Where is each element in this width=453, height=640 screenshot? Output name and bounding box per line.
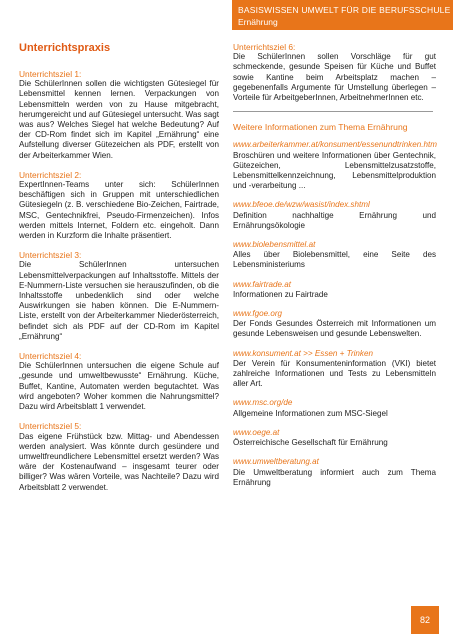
- right-column: [233, 42, 436, 497]
- section-divider: [233, 111, 433, 112]
- goal-6-text: Die SchülerInnen sollen Vorschläge für gut schmeckende, gesunde Speisen für Küche und Buffet sowie Kantine beim Arbeitsplatz machen – gegebenenfalls Argumente für Umstellung überlegen – Vorteile für ArbeitgeberInnen, ArbeitnehmerInnen etc.: [233, 52, 436, 103]
- link-arbeiterkammer[interactable]: www.arbeiterkammer.at/konsument/essenundtrinken.htm: [233, 140, 437, 150]
- link-fairtrade-desc: Informationen zu Fairtrade: [233, 289, 328, 299]
- page-title: Unterrichtspraxis: [19, 42, 111, 54]
- link-biolebensmittel[interactable]: www.biolebensmittel.at: [233, 240, 316, 250]
- link-bfeoe-desc: Definition nachhaltige Ernährung und Ernährungsökologie: [233, 210, 436, 230]
- header-bar: [232, 0, 453, 30]
- link-umweltberatung[interactable]: www.umweltberatung.at: [233, 457, 319, 467]
- goal-4-text: Die SchülerInnen untersuchen die eigene Schule auf „gesunde und umweltbewusste“ Ernährung. Küche, Buffet, Kantine, Automaten werden begutachtet. Was wird angeboten? Woher kommen die Nahrungsmittel? Dazu wird Arbeitsblatt 1 verwendet.: [19, 361, 219, 412]
- header-chapter-title: Ernährung: [238, 17, 278, 27]
- header-series-title: BASISWISSEN UMWELT FÜR DIE BERUFSSCHULE: [238, 5, 451, 15]
- link-konsument-desc: Der Verein für Konsumenteninformation (VKI) bietet zahlreiche Informationen und Tests zu Lebensmitteln aller Art.: [233, 358, 436, 389]
- goal-4-heading: Unterrichtsziel 4:: [19, 351, 82, 362]
- link-fgoe[interactable]: www.fgoe.org: [233, 309, 283, 319]
- link-fairtrade[interactable]: www.fairtrade.at: [233, 279, 292, 289]
- link-umweltberatung-desc: Die Umweltberatung informiert auch zum Thema Ernährung: [233, 467, 436, 487]
- left-column: [19, 42, 219, 502]
- goal-2-heading: Unterrichtsziel 2:: [19, 169, 82, 180]
- goal-5-heading: Unterrichtsziel 5:: [19, 421, 82, 432]
- link-bfeoe[interactable]: www.bfeoe.de/wzw/wasist/index.shtml: [233, 200, 370, 210]
- goal-1-text: Die SchülerInnen sollen die wichtigsten Gütesiegel für Lebensmittel kennen lernen. Verpackungen von Lebensmitteln werden von zu Hause mitgebracht, herumgereicht und auf Gütesiegel untersucht. Was sagt was aus? Welches Siegel hat welche Bedeutung? Auf der CD-Rom findet sich im Kapitel „Ernährung“ eine Aufstellung diverser Gütezeichen als PDF, erstellt von der Arbeiterkammer Wien.: [19, 79, 219, 160]
- goal-3-heading: Unterrichtsziel 3:: [19, 250, 82, 261]
- link-oege[interactable]: www.oege.at: [233, 427, 280, 437]
- goal-1-heading: Unterrichtsziel 1:: [19, 69, 82, 79]
- link-oege-desc: Österreichische Gesellschaft für Ernährung: [233, 438, 388, 448]
- goal-3-text: Die SchülerInnen untersuchen Lebensmittelverpackungen auf Inhaltsstoffe. Mittels der E-Nummern-Liste versuchen sie herauszufinden, ob die Inhaltsstoffe unbedenklich sind oder welche Auswirkungen sie haben können. Die E-Nummern-Liste, erstellt von der Arbeiterkammer Niederösterreich, befindet sich als PDF auf der CD-Rom im Kapitel „Ernährung“: [19, 260, 219, 341]
- link-arbeiterkammer-desc: Broschüren und weitere Informationen über Gentechnik, Gütezeichen, Lebensmittelzusatzstoffe, Lebensmittelkennzeichnung, Lebensmittelproduktion und -verarbeitung ...: [233, 150, 436, 191]
- goal-2-text: ExpertInnen-Teams unter sich: SchülerInnen beschäftigen sich in Gruppen mit unterschiedlichen Gütesiegeln (z. B. verschiedene Bio-Zeichen, Fairtrade, MSC, Gentechnikfrei, Pseudo-Firmenzeichen). Infos werden mittels Internet, Foldern etc. eingeholt. Dann werden in Kurzform die Inhalte präsentiert.: [19, 180, 219, 241]
- link-fgoe-desc: Der Fonds Gesundes Österreich mit Informationen um gesunde Lebensweisen und gesunde Lebenswelten.: [233, 319, 436, 339]
- page-number: 82: [411, 606, 439, 634]
- goal-6-heading: Unterrichtsziel 6:: [233, 42, 296, 52]
- link-msc[interactable]: www.msc.org/de: [233, 398, 293, 408]
- goal-5-text: Das eigene Frühstück bzw. Mittag- und Abendessen werden analysiert. Was könnte durch gesündere und umweltfreundlichere Lebensmittel ersetzt werden? Was wäre der Kostenaufwand – insgesamt teurer oder billiger? Was wären Vorteile, was Nachteile? Dazu wird Arbeitsblatt 2 verwendet.: [19, 431, 219, 492]
- link-msc-desc: Allgemeine Informationen zum MSC-Siegel: [233, 408, 388, 418]
- more-info-heading: Weitere Informationen zum Thema Ernährung: [233, 122, 408, 133]
- link-biolebensmittel-desc: Alles über Biolebensmittel, eine Seite des Lebensministeriums: [233, 250, 436, 270]
- link-konsument[interactable]: www.konsument.at >> Essen + Trinken: [233, 348, 373, 358]
